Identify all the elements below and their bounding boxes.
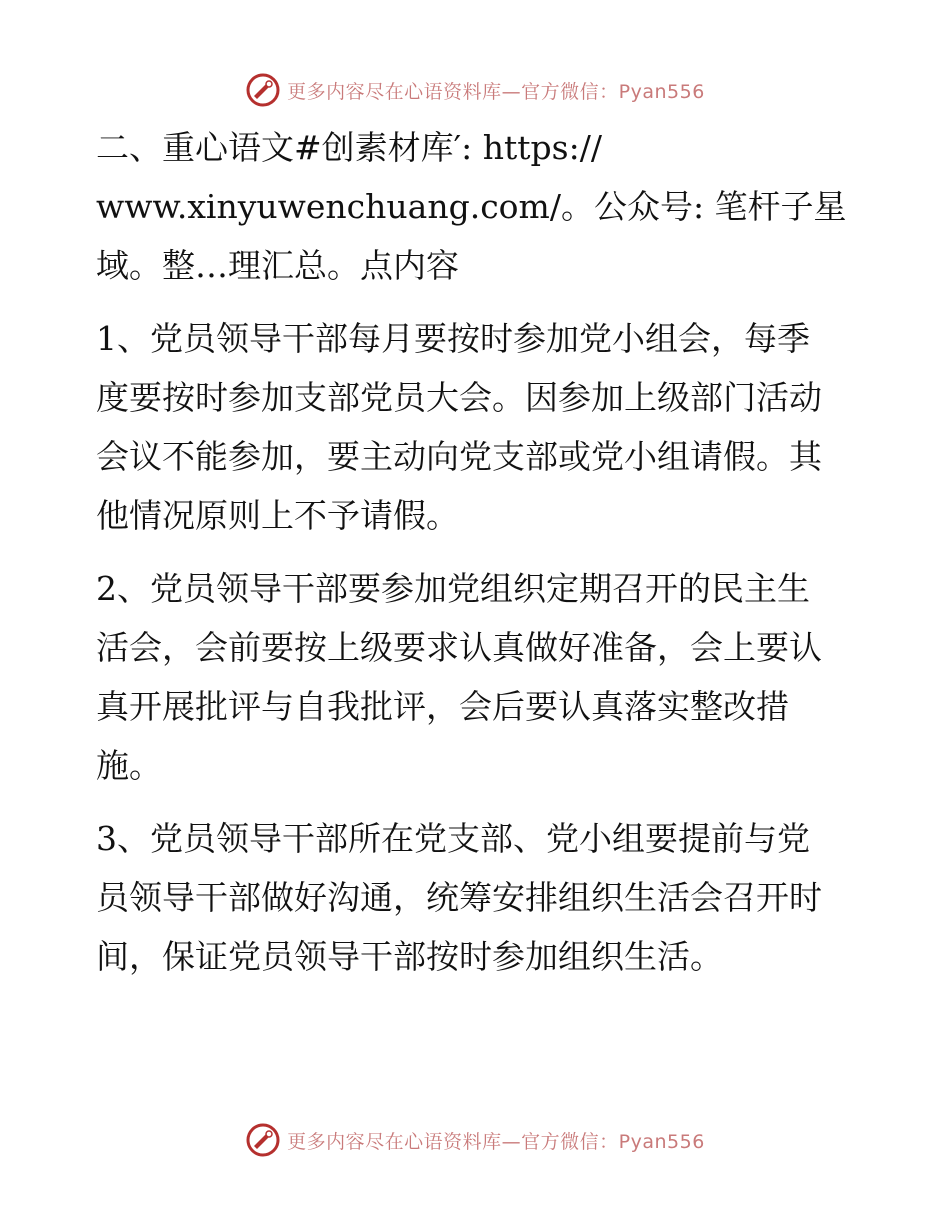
paragraph-line: 域。整…理汇总。点内容 [96, 246, 459, 285]
paragraph-line: 1、党员领导干部每月要按时参加党小组会，每季 [96, 319, 810, 358]
paragraph-line: 真开展批评与自我批评，会后要认真落实整改措 [96, 687, 789, 726]
paragraph-line: 会议不能参加，要主动向党支部或党小组请假。其 [96, 437, 822, 476]
paragraph-item-3 [96, 809, 856, 986]
brand-logo-icon [245, 1122, 281, 1158]
paragraph-line: 3、党员领导干部所在党支部、党小组要提前与党 [96, 819, 810, 858]
paragraph-line: 间，保证党员领导干部按时参加组织生活。 [96, 937, 723, 976]
footer-banner [0, 1118, 950, 1162]
brand-logo-icon [245, 72, 281, 108]
paragraph-line: 二、重心语文#创素材库′: https:// [96, 128, 602, 167]
paragraph-line: 施。 [96, 746, 162, 785]
document-body [96, 118, 856, 986]
paragraph-line: www.xinyuwenchuang.com/。公众号: 笔杆子星 [96, 187, 847, 226]
paragraph-line: 活会，会前要按上级要求认真做好准备，会上要认 [96, 628, 822, 667]
paragraph-line: 度要按时参加支部党员大会。因参加上级部门活动 [96, 378, 822, 417]
paragraph-line: 员领导干部做好沟通，统筹安排组织生活会召开时 [96, 878, 822, 917]
paragraph-line: 2、党员领导干部要参加党组织定期召开的民主生 [96, 569, 810, 608]
header-banner-text: 更多内容尽在心语资料库—官方微信：Pyan556 [287, 80, 705, 103]
footer-banner-text: 更多内容尽在心语资料库—官方微信：Pyan556 [287, 1130, 705, 1153]
paragraph-item-1 [96, 309, 856, 545]
paragraph-line: 他情况原则上不予请假。 [96, 496, 459, 535]
header-banner [0, 68, 950, 112]
paragraph-item-2 [96, 559, 856, 795]
paragraph-intro [96, 118, 856, 295]
